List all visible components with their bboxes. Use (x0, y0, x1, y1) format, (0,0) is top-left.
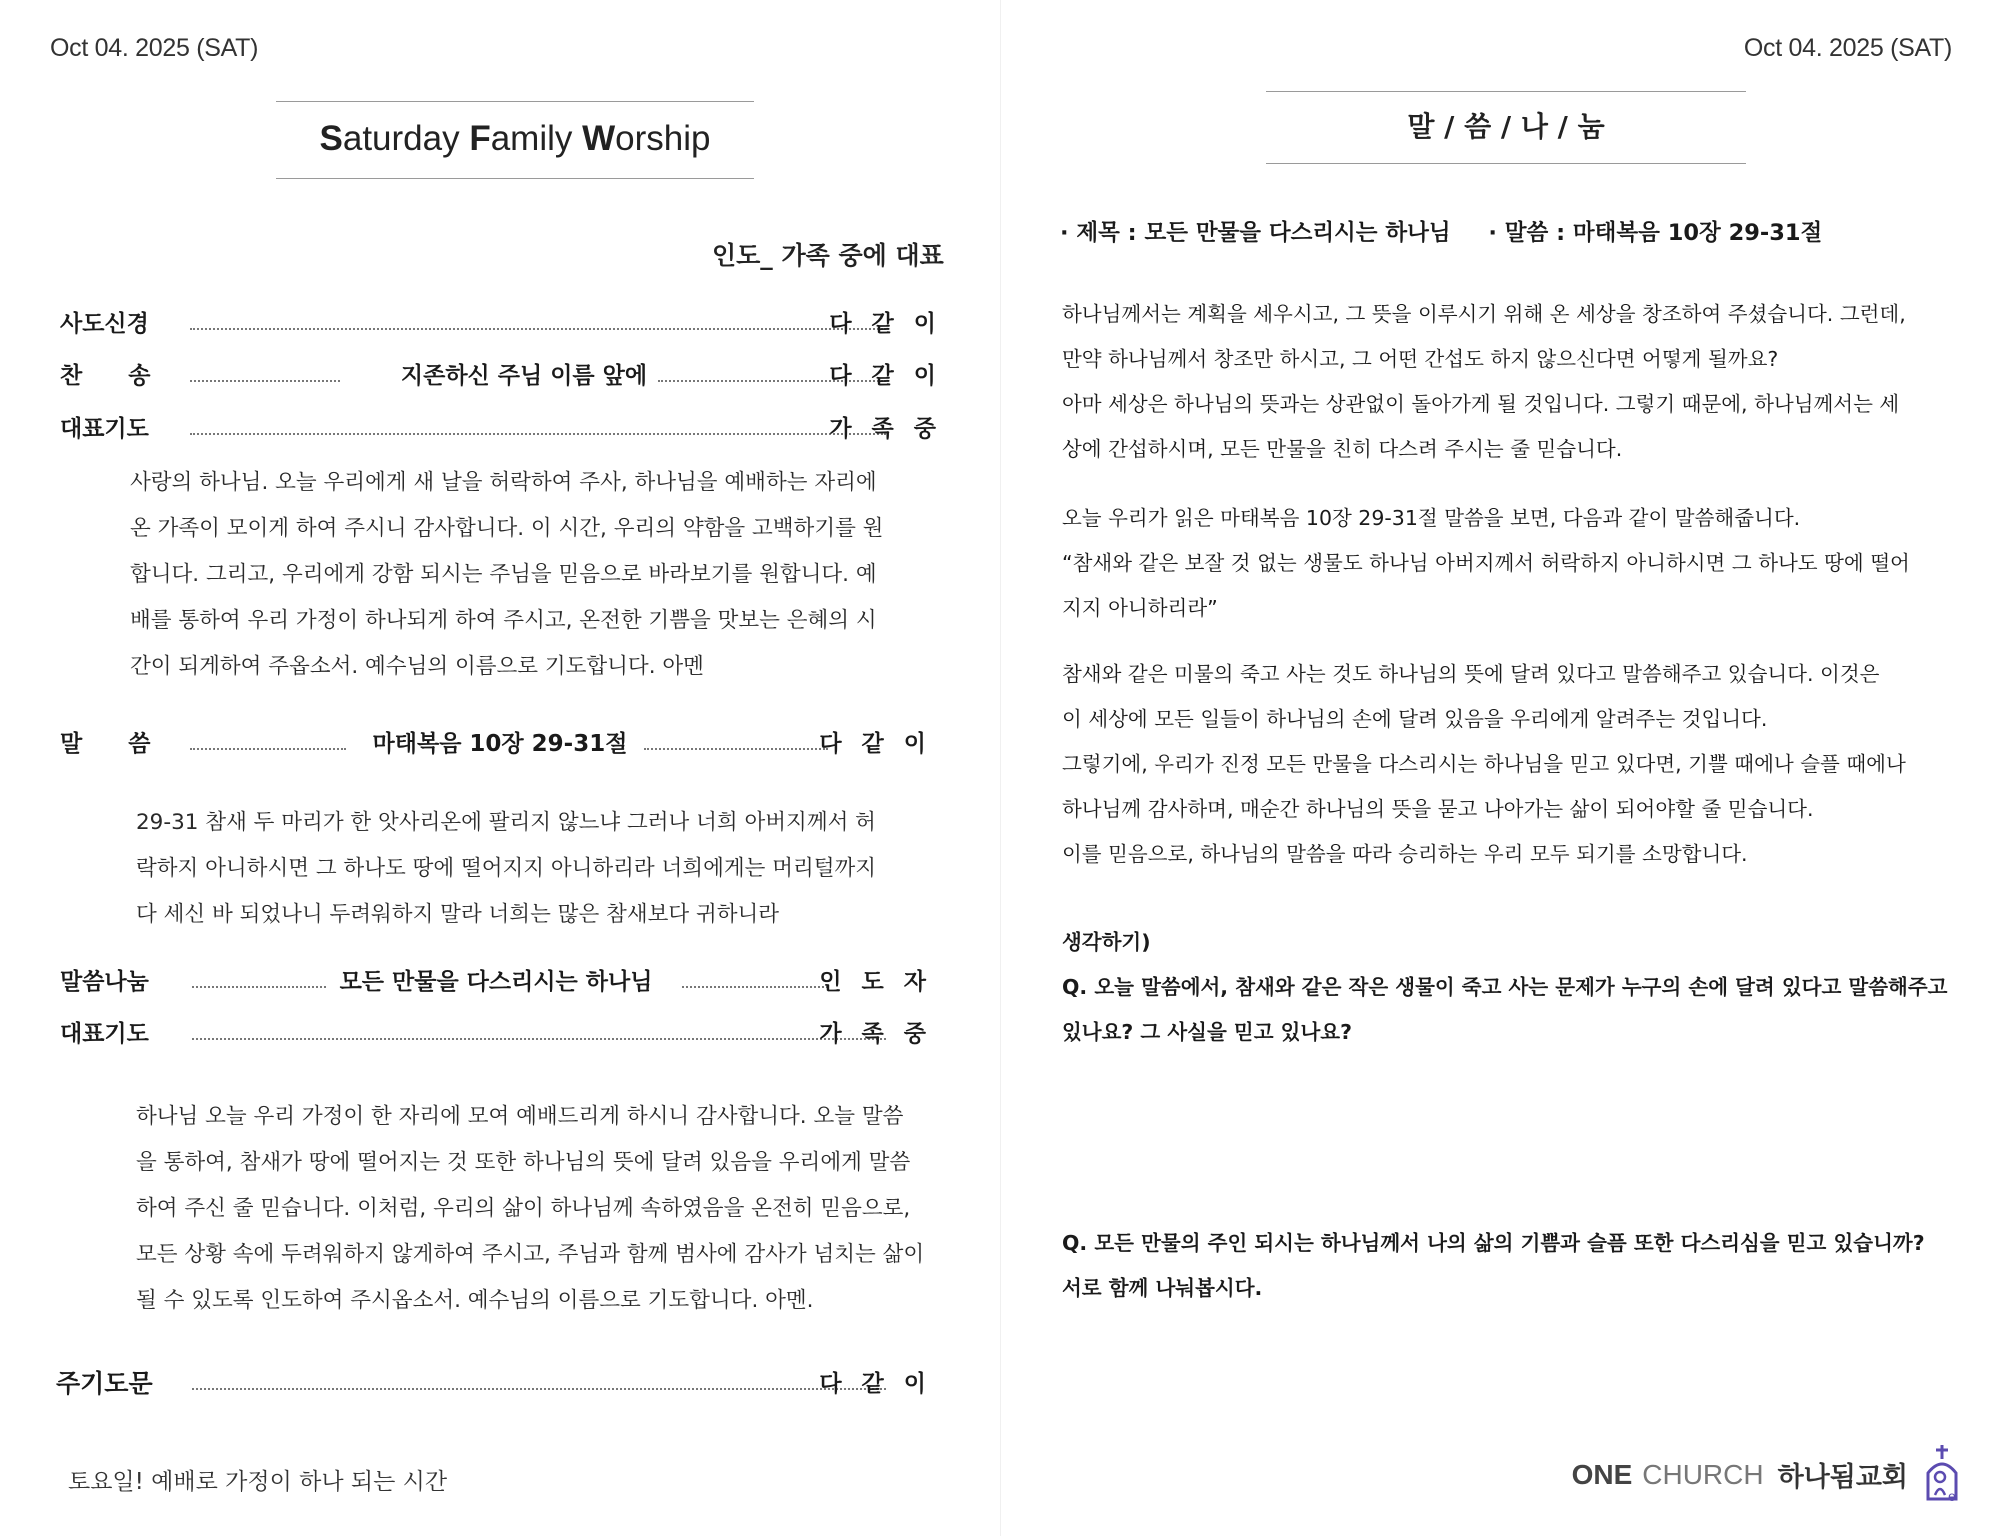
order-detail: 마태복음 10장 29-31절 (372, 731, 628, 757)
order-row-sharing (60, 964, 942, 1000)
sermon-title: · 제목 : 모든 만물을 다스리시는 하나님 (1060, 220, 1451, 246)
dotted-leader (644, 748, 828, 750)
sharing-title-box (1266, 91, 1746, 164)
closing-prayer: 하나님 오늘 우리 가정이 한 자리에 모여 예배드리게 하시니 감사합니다. 오늘 말씀 을 통하여, 참새가 땅에 떨어지는 것 또한 하나님의 뜻에 달려 있음을 우리에게 말씀 하여 주신 줄 믿습니다. 이처럼, 우리의 삶이 하나님께 속하였음을 온전히 믿음으로, 모든 상황 속에 두려워하지 않게하여 주시고, 주님과 함께 범사에 감사가 넘치는 삶이 될 수 있도록 인도하여 주시옵소서. 예수님의 이름으로 기도합니다. 아멘. (136, 1104, 925, 1313)
order-label: 주기도문 (56, 1369, 153, 1398)
order-row-prayer (60, 411, 942, 447)
sermon-paragraph-3: 참새와 같은 미물의 죽고 사는 것도 하나님의 뜻에 달려 있다고 말씀해주고 있습니다. 이것은 이 세상에 모든 일들이 하나님의 손에 달려 있음을 우리에게 알려주는 것입니다. 그렇기에, 우리가 진정 모든 만물을 다스리시는 하나님을 믿고 있다면, 기쁠 때에나 슬플 때에나 하나님께 감사하며, 매순간 하나님의 뜻을 묻고 나아가는 삶이 되어야할 줄 믿습니다. 이를 믿음으로, 하나님의 말씀을 따라 승리하는 우리 모두 되기를 소망합니다. (1062, 662, 1906, 866)
leader-note: 인도_ 가족 중에 대표 (712, 241, 944, 270)
dotted-leader (190, 433, 886, 435)
dotted-leader (192, 1038, 886, 1040)
order-label: 찬 송 (60, 363, 151, 389)
order-row-lords-prayer (56, 1366, 942, 1402)
logo-korean-name: 하나됨교회 (1777, 1462, 1908, 1493)
date-label: Oct 04. 2025 (SAT) (50, 34, 259, 62)
sermon-meta (1060, 215, 1852, 247)
order-detail: 지존하신 주님 이름 앞에 (400, 363, 648, 389)
sermon-paragraph-1: 하나님께서는 계획을 세우시고, 그 뜻을 이루시기 위해 온 세상을 창조하여 주셨습니다. 그런데, 만약 하나님께서 창조만 하시고, 그 어떤 간섭도 하지 않으신다면 어떻게 될까요? 아마 세상은 하나님의 뜻과는 상관없이 돌아가게 될 것입니다. 그렇기 때문에, 하나님께서는 세 상에 간섭하시며, 모든 만물을 친히 다스려 주시는 줄 믿습니다. (1062, 302, 1906, 461)
sharing-title: 말 / 씀 / 나 / 눔 (1407, 110, 1605, 143)
sermon-scripture: · 말씀 : 마태복음 10장 29-31절 (1488, 220, 1823, 246)
worship-title: Saturday Family Worship (319, 119, 711, 158)
order-label: 말씀나눔 (60, 969, 149, 995)
order-label: 사도신경 (60, 311, 149, 337)
order-detail: 모든 만물을 다스리시는 하나님 (339, 969, 653, 995)
dotted-leader (190, 328, 886, 330)
order-participant: 인 도 자 (819, 969, 932, 995)
order-participant: 가 족 중 (819, 1021, 932, 1047)
church-logo (1572, 1455, 1908, 1494)
scripture-text: 29-31 참새 두 마리가 한 앗사리온에 팔리지 않느냐 그러나 너희 아버지께서 허 락하지 아니하시면 그 하나도 땅에 떨어지지 아니하리라 너희에게는 머리털까지 다 세신 바 되었나니 두려워하지 말라 너희는 많은 참새보다 귀하니라 (136, 810, 877, 927)
footer-slogan: 토요일! 예배로 가정이 하나 되는 시간 (68, 1469, 448, 1495)
order-row-prayer-2 (60, 1016, 942, 1052)
dotted-leader (192, 1388, 886, 1390)
order-row-creed (60, 306, 942, 342)
order-participant: 가 족 중 (829, 416, 942, 442)
dotted-leader (190, 748, 346, 750)
order-label: 말 씀 (60, 731, 151, 757)
reflection-heading: 생각하기) (1062, 930, 1151, 954)
right-page (1000, 0, 1994, 1536)
reflection-question-1: Q. 오늘 말씀에서, 참새와 같은 작은 생물이 죽고 사는 문제가 누구의 손에 달려 있다고 말씀해주고 있나요? 그 사실을 믿고 있나요? (1062, 975, 1948, 1044)
order-row-hymn (60, 358, 942, 394)
opening-prayer: 사랑의 하나님. 오늘 우리에게 새 날을 허락하여 주사, 하나님을 예배하는 자리에 온 가족이 모이게 하여 주시니 감사합니다. 이 시간, 우리의 약함을 고백하기를 원 합니다. 그리고, 우리에게 강함 되시는 주님을 믿음으로 바라보기를 원합니다. 예 배를 통하여 우리 가정이 하나되게 하여 주시고, 온전한 기쁨을 맛보는 은혜의 시 간이 되게하여 주옵소서. 예수님의 이름으로 기도합니다. 아멘 (130, 470, 884, 679)
order-row-scripture (60, 726, 942, 762)
order-label: 대표기도 (60, 1021, 149, 1047)
sermon-paragraph-2: 오늘 우리가 읽은 마태복음 10장 29-31절 말씀을 보면, 다음과 같이 말씀해줍니다. “참새와 같은 보잘 것 없는 생물도 하나님 아버지께서 허락하지 아니하시면 그 하나도 땅에 떨어 지지 아니하리라” (1062, 506, 1910, 620)
reflection-question-2: Q. 모든 만물의 주인 되시는 하나님께서 나의 삶의 기쁨과 슬픔 또한 다스리심을 믿고 있습니까? 서로 함께 나눠봅시다. (1062, 1231, 1925, 1300)
svg-text:e: e (1948, 1488, 1956, 1504)
worship-title-box (276, 101, 754, 179)
order-participant: 다 같 이 (819, 731, 932, 757)
dotted-leader (190, 380, 340, 382)
order-participant: 다 같 이 (819, 1371, 932, 1397)
order-participant: 다 같 이 (829, 311, 942, 337)
order-participant: 다 같 이 (829, 363, 942, 389)
dotted-leader (192, 986, 326, 988)
logo-church: CHURCH (1642, 1458, 1764, 1490)
order-label: 대표기도 (60, 416, 149, 442)
logo-one: ONE (1571, 1458, 1633, 1490)
date-label: Oct 04. 2025 (SAT) (1743, 34, 1952, 62)
church-cross-icon (1918, 1443, 1966, 1505)
dotted-leader (682, 986, 828, 988)
